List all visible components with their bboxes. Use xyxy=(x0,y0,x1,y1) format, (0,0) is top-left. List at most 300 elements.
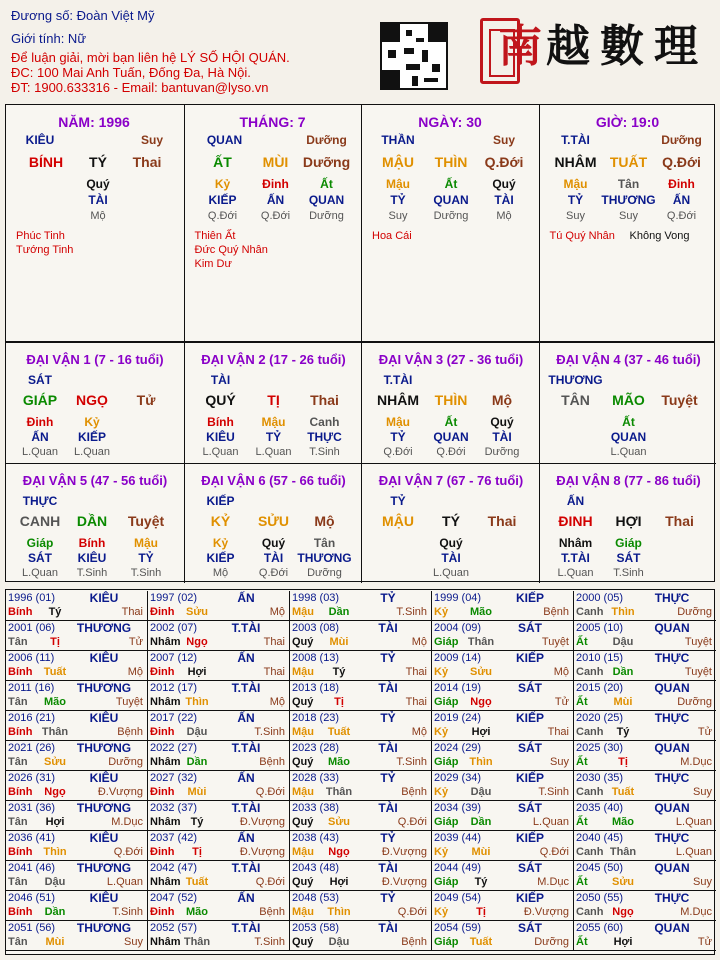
year-branch: Tý xyxy=(190,816,204,828)
major-period-text: Tử xyxy=(136,392,156,408)
brand-logo xyxy=(478,14,718,98)
major-period-text: KIẾP xyxy=(206,551,235,565)
major-period-title: ĐẠI VẬN 2 (17 - 26 tuổi) xyxy=(201,352,346,367)
year-phase: Mộ xyxy=(127,666,143,678)
pillar-text: Đinh xyxy=(668,177,695,191)
year-ten-god: SÁT xyxy=(518,861,542,875)
pillar-text: THƯƠNG xyxy=(601,193,656,207)
year-branch: Thân xyxy=(183,936,211,948)
year-cell xyxy=(432,621,574,651)
year-stem: Quý xyxy=(292,876,314,888)
year-cell xyxy=(290,621,432,651)
year-branch: Dần xyxy=(44,906,66,918)
year-phase: T.Sinh xyxy=(112,906,143,918)
year-cell xyxy=(290,651,432,681)
pillar-text: Dưỡng xyxy=(661,133,702,147)
year-phase: Q.Đới xyxy=(397,906,427,918)
year-cell xyxy=(432,861,574,891)
major-period-title: ĐẠI VẬN 4 (37 - 46 tuổi) xyxy=(556,352,701,367)
year-ten-god: TỶ xyxy=(380,891,396,905)
year-branch: Thân xyxy=(609,846,637,858)
major-period-cell xyxy=(539,343,717,463)
year-phase: Đ.Vượng xyxy=(381,846,427,858)
major-period-text: T.TÀI xyxy=(383,373,413,387)
pillar-text: Suy xyxy=(566,210,585,222)
year-label: 2028 (33) xyxy=(292,772,340,784)
major-period-text: L.Quan xyxy=(255,446,292,458)
year-label: 2010 (15) xyxy=(576,652,624,664)
year-label: 2029 (34) xyxy=(434,772,482,784)
year-stem: Mậu xyxy=(292,786,314,798)
major-period-text: TÀI xyxy=(263,551,284,565)
year-label: 2023 (28) xyxy=(292,742,340,754)
year-phase: Mộ xyxy=(411,726,427,738)
year-phase: T.Sinh xyxy=(396,606,427,618)
year-label: 2027 (32) xyxy=(150,772,198,784)
major-period-text: Tuyệt xyxy=(661,392,698,408)
year-stem: Ất xyxy=(576,936,588,948)
year-branch: Thìn xyxy=(611,606,635,618)
year-phase: Tử xyxy=(697,726,712,738)
year-branch: Mão xyxy=(186,906,208,918)
year-stem: Ất xyxy=(576,816,588,828)
pillar-text: Q.Đới xyxy=(260,210,291,222)
year-branch: Ngọ xyxy=(328,846,350,858)
major-period-title: ĐẠI VẬN 8 (77 - 86 tuổi) xyxy=(556,473,701,488)
year-ten-god: KIÊU xyxy=(89,591,119,605)
year-stem: Canh xyxy=(576,726,604,738)
major-period-text: THƯƠNG xyxy=(548,373,603,387)
header xyxy=(0,0,720,100)
year-label: 1996 (01) xyxy=(8,592,56,604)
year-stem: Canh xyxy=(576,846,604,858)
pillar-text: Suy xyxy=(388,210,408,222)
year-branch: Dậu xyxy=(470,786,492,798)
year-branch: Mùi xyxy=(329,636,349,648)
year-cell xyxy=(432,801,574,831)
major-period-text: Quý xyxy=(439,536,463,550)
year-cell xyxy=(148,771,290,801)
year-cell xyxy=(148,921,290,951)
year-stem: Giáp xyxy=(434,756,459,768)
major-period-text: KIÊU xyxy=(77,551,107,565)
pillar-text: Suy xyxy=(619,210,638,222)
year-stem: Ất xyxy=(576,636,588,648)
special-star: Phúc Tinh xyxy=(16,230,65,242)
year-phase: Đ.Vượng xyxy=(523,906,569,918)
year-phase: Mộ xyxy=(411,636,427,648)
major-period-title: ĐẠI VẬN 3 (27 - 36 tuổi) xyxy=(378,352,524,367)
year-stem: Mậu xyxy=(292,666,314,678)
major-period-text: Kỷ xyxy=(212,536,229,550)
major-period-text: NGỌ xyxy=(76,392,108,408)
year-ten-god: THỰC xyxy=(654,891,690,905)
major-period-text: HỢI xyxy=(615,513,642,529)
year-stem: Mậu xyxy=(292,906,314,918)
pillar-text: THẦN xyxy=(381,133,415,147)
pillar-text: BÍNH xyxy=(28,154,64,170)
year-ten-god: T.TÀI xyxy=(231,801,261,815)
major-period-text: Bính xyxy=(78,536,106,550)
year-phase: Q.Đới xyxy=(539,846,569,858)
year-phase: Dưỡng xyxy=(677,696,712,708)
pillar-text: TÀI xyxy=(88,193,108,207)
pillar-text: Tân xyxy=(617,177,640,191)
year-label: 2015 (20) xyxy=(576,682,624,694)
pillar-text: QUAN xyxy=(206,133,243,147)
year-branch: Tuất xyxy=(327,726,351,738)
year-branch: Thân xyxy=(467,636,495,648)
pillar-text: MẬU xyxy=(382,154,414,170)
year-phase: Bệnh xyxy=(543,606,569,618)
year-stem: Kỷ xyxy=(434,606,449,618)
year-stem: Canh xyxy=(576,906,604,918)
year-label: 2017 (22) xyxy=(150,712,198,724)
major-period-text: Q.Đới xyxy=(436,446,466,458)
year-stem: Giáp xyxy=(434,936,459,948)
major-period-cell xyxy=(184,463,362,583)
year-cell xyxy=(574,801,716,831)
year-cell xyxy=(432,741,574,771)
year-branch: Thìn xyxy=(469,756,493,768)
year-label: 2046 (51) xyxy=(8,892,56,904)
year-stem: Bính xyxy=(8,726,33,738)
year-cell xyxy=(290,831,432,861)
year-phase: Tử xyxy=(554,696,569,708)
year-stem: Canh xyxy=(576,666,604,678)
year-stem: Đinh xyxy=(150,666,175,678)
year-phase: T.Sinh xyxy=(538,786,569,798)
major-period-text: T.Sinh xyxy=(130,567,162,579)
major-period-cell xyxy=(6,463,184,583)
major-period-cell xyxy=(539,463,717,583)
phone-email: ĐT: 1900.633316 - Email: bantuvan@lyso.vn xyxy=(11,80,269,95)
pillar-text: Quý xyxy=(86,177,110,191)
major-period-text: Tân xyxy=(313,536,336,550)
major-period-text: TỶ xyxy=(138,551,154,565)
major-period-title: ĐẠI VẬN 1 (7 - 16 tuổi) xyxy=(26,352,164,367)
year-branch: Tị xyxy=(618,756,628,768)
major-period-text: L.Quan xyxy=(202,446,239,458)
year-branch: Ngọ xyxy=(470,696,492,708)
logo-char-4: 理 xyxy=(654,21,698,72)
year-phase: Tuyệt xyxy=(684,666,712,678)
pillar-text: QUAN xyxy=(433,193,469,207)
year-ten-god: ẤN xyxy=(237,711,255,725)
major-period-text: NHÂM xyxy=(377,392,419,408)
year-cell xyxy=(290,741,432,771)
year-cell xyxy=(6,831,148,861)
pillar-text: Ất xyxy=(320,177,333,191)
major-period-text: SÁT xyxy=(28,551,52,565)
year-stem: Tân xyxy=(8,636,28,648)
year-label: 2035 (40) xyxy=(576,802,624,814)
year-cell xyxy=(290,711,432,741)
year-branch: Thìn xyxy=(327,906,351,918)
year-branch: Mùi xyxy=(471,846,491,858)
pillar-text: QUAN xyxy=(308,193,345,207)
year-branch: Tị xyxy=(192,846,202,858)
year-branch: Mão xyxy=(328,756,350,768)
pillar-text: Q.Đới xyxy=(666,210,697,222)
year-ten-god: SÁT xyxy=(518,801,542,815)
year-branch: Tý xyxy=(48,606,62,618)
year-stem: Giáp xyxy=(434,876,459,888)
major-period-text: THỰC xyxy=(307,430,342,444)
year-ten-god: ẤN xyxy=(237,891,255,905)
year-label: 2008 (13) xyxy=(292,652,340,664)
year-stem: Canh xyxy=(576,606,604,618)
major-period-text: Dưỡng xyxy=(307,567,342,579)
year-phase: Tử xyxy=(697,936,712,948)
year-label: 2042 (47) xyxy=(150,862,198,874)
major-period-text: Q.Đới xyxy=(383,446,413,458)
year-ten-god: THƯƠNG xyxy=(76,681,132,695)
year-stem: Kỷ xyxy=(434,846,449,858)
pillar-text: ẤT xyxy=(213,154,232,170)
year-stem: Bính xyxy=(8,666,33,678)
year-phase: Mộ xyxy=(553,666,569,678)
year-phase: Bệnh xyxy=(117,726,143,738)
year-phase: Tuyệt xyxy=(541,636,569,648)
year-cell xyxy=(148,801,290,831)
year-ten-god: THỰC xyxy=(654,831,690,845)
year-ten-god: T.TÀI xyxy=(231,621,261,635)
year-stem: Tân xyxy=(8,816,28,828)
year-cell xyxy=(574,741,716,771)
year-label: 2024 (29) xyxy=(434,742,482,754)
year-phase: Q.Đới xyxy=(113,846,143,858)
major-period-cell xyxy=(361,343,539,463)
year-label: 2053 (58) xyxy=(292,922,340,934)
year-cell xyxy=(6,741,148,771)
major-period-text: Thai xyxy=(310,392,339,408)
year-ten-god: THỰC xyxy=(654,651,690,665)
year-ten-god: KIÊU xyxy=(89,891,119,905)
year-cell xyxy=(148,651,290,681)
logo-char-1: 南 xyxy=(498,21,542,72)
year-phase: Đ.Vượng xyxy=(97,786,143,798)
year-label: 2006 (11) xyxy=(8,652,55,664)
year-ten-god: TỶ xyxy=(380,711,396,725)
pillar-cell xyxy=(539,105,717,341)
year-branch: Sửu xyxy=(469,666,493,678)
year-cell xyxy=(432,891,574,921)
year-ten-god: TỶ xyxy=(380,651,396,665)
year-label: 2031 (36) xyxy=(8,802,56,814)
pillar-text: Suy xyxy=(492,133,516,147)
year-stem: Đinh xyxy=(150,786,175,798)
year-label: 2016 (21) xyxy=(8,712,56,724)
year-ten-god: QUAN xyxy=(654,801,690,815)
year-stem: Quý xyxy=(292,636,314,648)
address: ĐC: 100 Mai Anh Tuấn, Đống Đa, Hà Nội. xyxy=(11,65,251,80)
major-period-text: SỬU xyxy=(257,513,290,529)
year-cell xyxy=(574,651,716,681)
major-period-text: Mộ xyxy=(212,567,229,579)
year-ten-god: ẤN xyxy=(237,651,255,665)
annual-periods-table xyxy=(5,589,715,955)
four-pillars-table xyxy=(5,104,715,342)
year-stem: Bính xyxy=(8,606,33,618)
major-period-text: TÂN xyxy=(561,392,590,408)
major-period-text: Quý xyxy=(490,415,514,429)
year-branch: Tị xyxy=(50,636,60,648)
major-period-text: MẬU xyxy=(382,513,414,529)
year-stem: Nhâm xyxy=(150,696,181,708)
major-period-text: QUAN xyxy=(433,430,469,444)
special-star: Kim Dư xyxy=(194,258,232,270)
major-period-text: T.Sinh xyxy=(76,567,108,579)
year-label: 2022 (27) xyxy=(150,742,198,754)
major-period-text: Ất xyxy=(444,415,458,429)
year-stem: Ất xyxy=(576,876,588,888)
year-ten-god: TÀI xyxy=(378,741,398,755)
year-ten-god: KIÊU xyxy=(89,771,119,785)
year-cell xyxy=(290,891,432,921)
year-stem: Giáp xyxy=(434,636,459,648)
year-phase: Tử xyxy=(128,636,143,648)
year-phase: Thai xyxy=(405,696,427,708)
year-label: 1997 (02) xyxy=(150,592,198,604)
year-label: 2014 (19) xyxy=(434,682,482,694)
year-stem: Nhâm xyxy=(150,816,181,828)
year-phase: L.Quan xyxy=(106,876,143,888)
year-cell xyxy=(574,711,716,741)
year-label: 2033 (38) xyxy=(292,802,340,814)
special-star: Tướng Tinh xyxy=(16,244,74,256)
year-ten-god: SÁT xyxy=(518,741,542,755)
year-label: 1998 (03) xyxy=(292,592,340,604)
year-stem: Tân xyxy=(8,696,28,708)
year-ten-god: KIẾP xyxy=(515,591,545,605)
major-period-text: Thai xyxy=(487,513,517,529)
year-label: 2025 (30) xyxy=(576,742,624,754)
year-cell xyxy=(148,891,290,921)
year-label: 2037 (42) xyxy=(150,832,198,844)
year-ten-god: THƯƠNG xyxy=(76,861,132,875)
year-phase: Thai xyxy=(263,666,285,678)
major-period-text: ẤN xyxy=(566,494,585,508)
pillar-text: Thai xyxy=(132,154,162,170)
year-phase: T.Sinh xyxy=(396,756,427,768)
year-phase: Suy xyxy=(550,756,569,768)
year-label: 2040 (45) xyxy=(576,832,624,844)
major-period-text: KIẾP xyxy=(77,430,107,444)
year-label: 2009 (14) xyxy=(434,652,482,664)
year-label: 1999 (04) xyxy=(434,592,482,604)
year-cell xyxy=(148,741,290,771)
gender: Giới tính: Nữ xyxy=(11,31,87,46)
year-branch: Tý xyxy=(332,666,346,678)
year-cell xyxy=(148,621,290,651)
major-period-text: TỶ xyxy=(390,430,406,444)
year-cell xyxy=(6,621,148,651)
year-phase: Tuyệt xyxy=(684,636,712,648)
special-star: Thiên Ất xyxy=(194,230,236,242)
major-period-text: Ất xyxy=(622,415,635,429)
pillar-text: Q.Đới xyxy=(484,154,524,170)
major-period-text: T.TÀI xyxy=(561,551,590,565)
pillar-title: NGÀY: 30 xyxy=(418,114,482,130)
pillar-text: TỶ xyxy=(390,193,406,207)
year-label: 2044 (49) xyxy=(434,862,482,874)
year-phase: M.Dục xyxy=(680,756,712,768)
year-branch: Mão xyxy=(470,606,492,618)
pillar-text: Q.Đới xyxy=(207,210,238,222)
year-ten-god: KIÊU xyxy=(89,651,119,665)
major-period-text: TÀI xyxy=(210,373,231,387)
logo-char-3: 數 xyxy=(600,21,644,72)
major-period-text: KIÊU xyxy=(206,430,235,444)
year-label: 2013 (18) xyxy=(292,682,340,694)
logo-char-2: 越 xyxy=(546,21,590,72)
year-cell xyxy=(574,921,716,951)
year-branch: Sửu xyxy=(185,606,209,618)
major-period-text: Mậu xyxy=(386,415,410,429)
year-cell xyxy=(6,591,148,621)
year-branch: Thân xyxy=(41,726,69,738)
year-cell xyxy=(6,891,148,921)
major-period-text: Nhâm xyxy=(558,536,593,550)
year-cell xyxy=(574,681,716,711)
year-stem: Đinh xyxy=(150,846,175,858)
year-cell xyxy=(574,861,716,891)
year-branch: Ngọ xyxy=(44,786,66,798)
year-phase: T.Sinh xyxy=(254,936,285,948)
major-period-text: Đinh xyxy=(26,415,54,429)
major-period-text: KIẾP xyxy=(206,494,235,508)
year-label: 2002 (07) xyxy=(150,622,198,634)
year-phase: Bệnh xyxy=(401,936,427,948)
pillar-text: TÝ xyxy=(89,154,107,170)
year-stem: Kỷ xyxy=(434,906,449,918)
pillar-text: KIẾP xyxy=(208,193,237,207)
year-ten-god: QUAN xyxy=(654,921,690,935)
year-cell xyxy=(432,591,574,621)
major-period-text: TÀI xyxy=(492,430,512,444)
year-label: 2049 (54) xyxy=(434,892,482,904)
year-phase: Q.Đới xyxy=(397,816,427,828)
year-branch: Hợi xyxy=(45,816,65,828)
pillar-text: TÀI xyxy=(494,193,514,207)
year-cell xyxy=(6,921,148,951)
year-label: 2020 (25) xyxy=(576,712,624,724)
year-stem: Quý xyxy=(292,696,314,708)
year-stem: Mậu xyxy=(292,606,314,618)
year-cell xyxy=(148,831,290,861)
pillar-title: NĂM: 1996 xyxy=(58,114,130,130)
pillar-text: Mậu xyxy=(563,177,588,191)
year-phase: Bệnh xyxy=(401,786,427,798)
year-ten-god: TÀI xyxy=(378,861,398,875)
major-period-text: KỶ xyxy=(210,513,231,529)
year-ten-god: TỶ xyxy=(380,591,396,605)
pillar-text: Q.Đới xyxy=(662,154,701,170)
year-cell xyxy=(6,651,148,681)
major-period-text: TỊ xyxy=(267,392,280,408)
pillar-text: ẤN xyxy=(266,193,285,207)
year-label: 2036 (41) xyxy=(8,832,56,844)
year-label: 2019 (24) xyxy=(434,712,482,724)
year-cell xyxy=(432,831,574,861)
year-branch: Tý xyxy=(474,876,488,888)
year-stem: Mậu xyxy=(292,846,314,858)
year-label: 2018 (23) xyxy=(292,712,340,724)
year-phase: Suy xyxy=(124,936,143,948)
year-phase: Dưỡng xyxy=(534,936,569,948)
year-ten-god: KIÊU xyxy=(89,831,119,845)
